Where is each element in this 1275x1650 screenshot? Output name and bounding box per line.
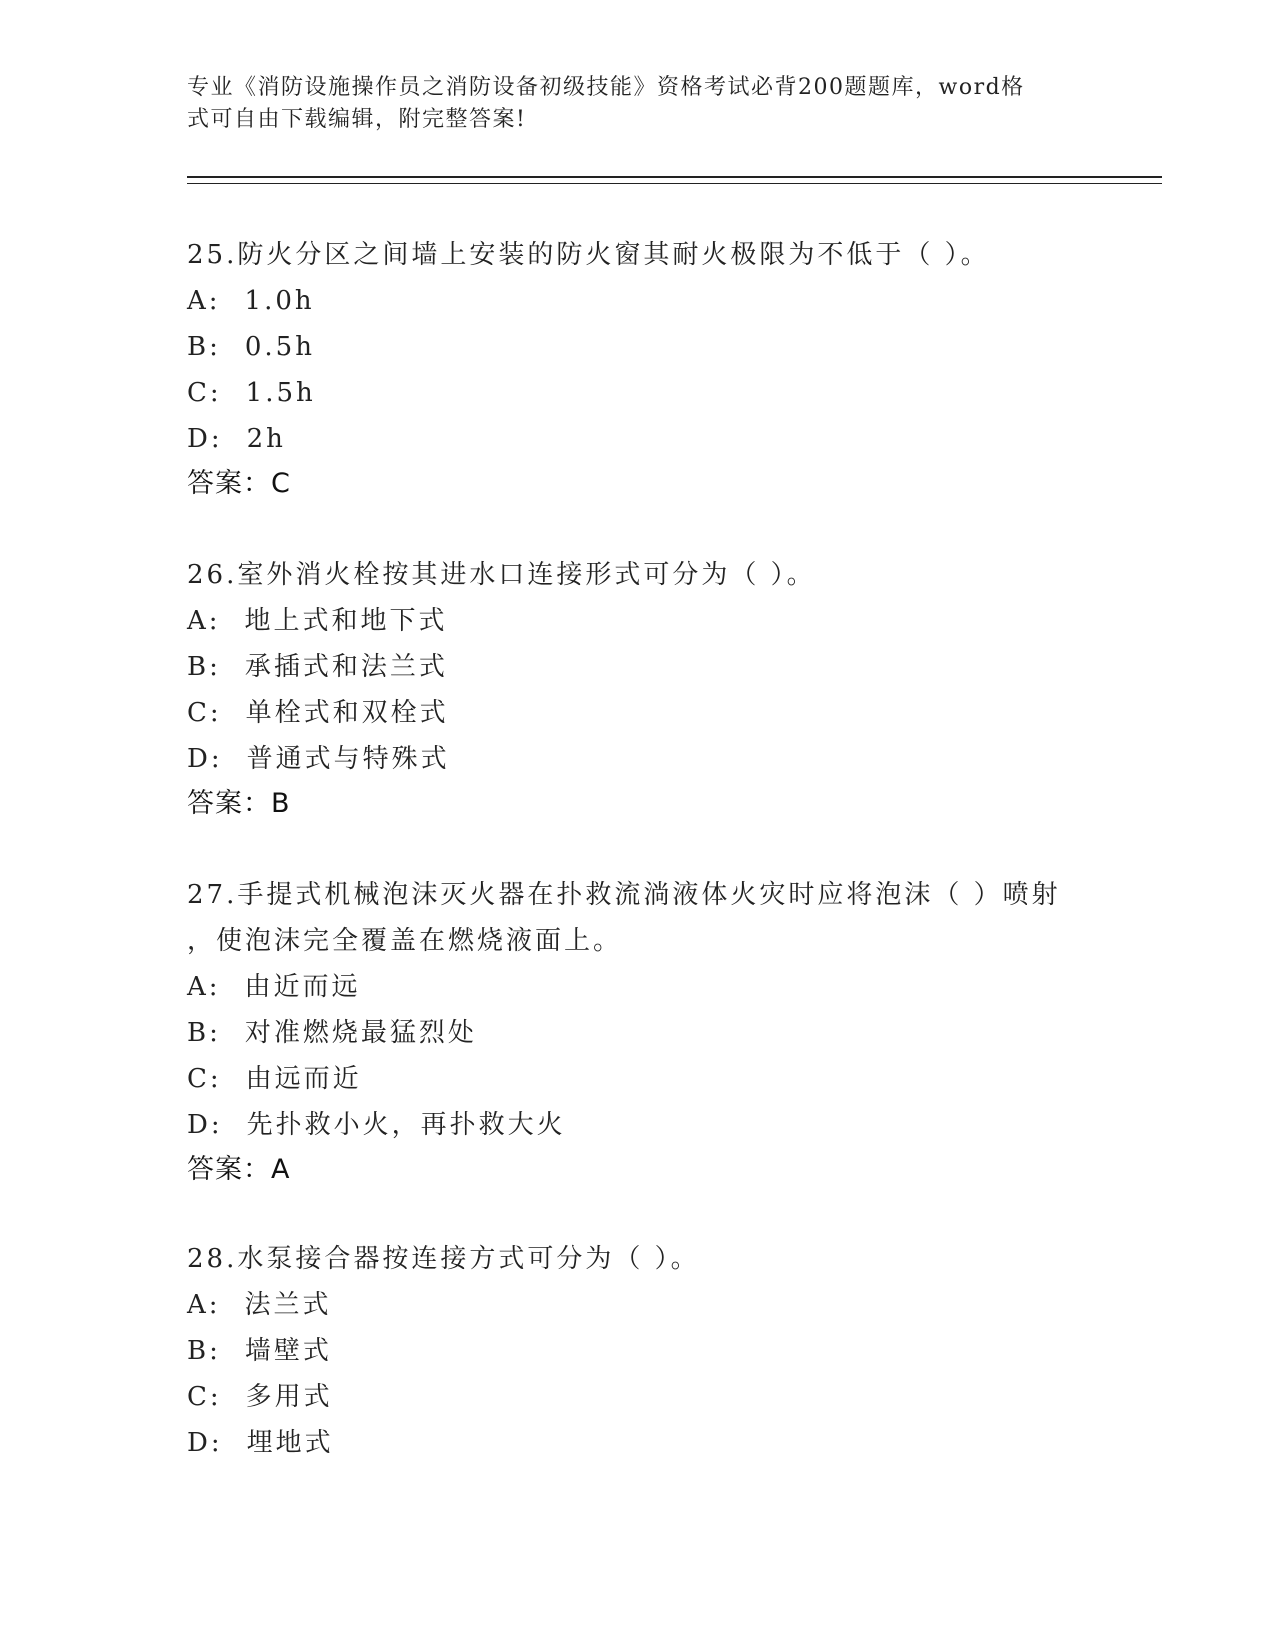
option-c: [187, 370, 1127, 416]
document-header: [187, 72, 1067, 136]
header-line-1: 专业《消防设施操作员之消防设备初级技能》资格考试必背200题题库，word格: [187, 75, 1025, 100]
question-text-line-1: 27.手提式机械泡沫灭火器在扑救流淌液体火灾时应将泡沫（ ）喷射: [187, 880, 1061, 910]
option-letter: A:: [187, 972, 221, 1002]
question-25: [187, 232, 1127, 506]
option-text: 墙壁式: [244, 1336, 332, 1366]
question-text: 25.防火分区之间墙上安装的防火窗其耐火极限为不低于（ ）。: [187, 240, 990, 270]
option-c: [187, 1056, 1127, 1102]
option-b: [187, 1328, 1127, 1374]
option-text: 单栓式和双栓式: [245, 698, 449, 728]
option-text: 由远而近: [245, 1064, 362, 1094]
option-text: 先扑救小火，再扑救大火: [246, 1110, 566, 1140]
option-d: [187, 1420, 1127, 1466]
option-a: [187, 278, 1127, 324]
option-text: 2h: [246, 424, 286, 454]
answer-label: 答案：A: [187, 1154, 291, 1185]
option-d: [187, 1102, 1127, 1148]
option-text: 法兰式: [244, 1290, 332, 1320]
option-a: [187, 1282, 1127, 1328]
question-26: [187, 552, 1127, 826]
option-letter: B:: [187, 1018, 221, 1048]
question-text: 28.水泵接合器按连接方式可分为（ ）。: [187, 1244, 700, 1274]
option-letter: D:: [187, 424, 223, 454]
option-letter: B:: [187, 652, 221, 682]
option-c: [187, 690, 1127, 736]
option-letter: C:: [187, 698, 222, 728]
option-text: 承插式和法兰式: [244, 652, 448, 682]
question-28: [187, 1236, 1127, 1466]
option-letter: A:: [187, 286, 221, 316]
option-text: 对准燃烧最猛烈处: [244, 1018, 477, 1048]
option-letter: C:: [187, 378, 222, 408]
question-27: [187, 872, 1127, 1192]
option-letter: C:: [187, 1382, 222, 1412]
option-c: [187, 1374, 1127, 1420]
question-text-line-2: ，使泡沫完全覆盖在燃烧液面上。: [187, 926, 623, 956]
option-b: [187, 1010, 1127, 1056]
header-line-2: 式可自由下载编辑，附完整答案!: [187, 107, 527, 132]
option-letter: B:: [187, 1336, 221, 1366]
option-b: [187, 644, 1127, 690]
option-letter: D:: [187, 744, 223, 774]
option-letter: B:: [187, 332, 221, 362]
option-letter: D:: [187, 1110, 223, 1140]
option-text: 普通式与特殊式: [246, 744, 450, 774]
option-letter: A:: [187, 606, 221, 636]
answer-label: 答案：B: [187, 788, 291, 819]
question-text: 26.室外消火栓按其进水口连接形式可分为（ ）。: [187, 560, 816, 590]
option-a: [187, 598, 1127, 644]
option-text: 0.5h: [244, 332, 315, 362]
option-d: [187, 416, 1127, 462]
option-a: [187, 964, 1127, 1010]
option-b: [187, 324, 1127, 370]
option-text: 1.0h: [244, 286, 315, 316]
option-text: 由近而远: [244, 972, 361, 1002]
option-d: [187, 736, 1127, 782]
option-letter: D:: [187, 1428, 223, 1458]
option-text: 埋地式: [246, 1428, 334, 1458]
answer-label: 答案：C: [187, 468, 291, 499]
option-letter: C:: [187, 1064, 222, 1094]
option-text: 多用式: [245, 1382, 333, 1412]
header-divider: [187, 176, 1162, 184]
option-letter: A:: [187, 1290, 221, 1320]
option-text: 1.5h: [245, 378, 316, 408]
option-text: 地上式和地下式: [244, 606, 448, 636]
